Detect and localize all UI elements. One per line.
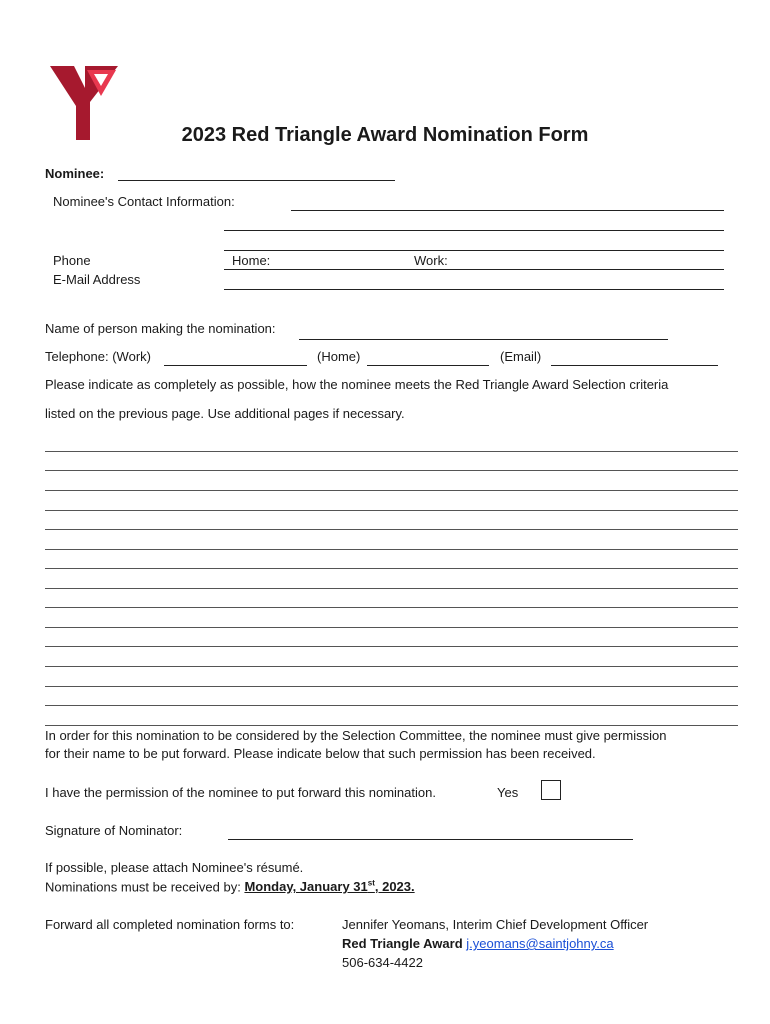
page-title: 2023 Red Triangle Award Nomination Form [181, 124, 589, 146]
criteria-instructions-2: listed on the previous page. Use additional pages if necessary. [45, 406, 405, 421]
contact-info-line-1[interactable] [291, 210, 724, 211]
nominee-label: Nominee: [45, 166, 105, 181]
email-label: E-Mail Address [53, 272, 141, 287]
work-phone-label: Work: [414, 253, 448, 268]
deadline-year: , 2023. [374, 879, 415, 895]
telephone-home-label: (Home) [317, 349, 361, 364]
phone-label: Phone [53, 253, 91, 268]
deadline-prefix: Nominations must be received by: [45, 879, 245, 895]
contact-email-link[interactable]: j.yeomans@saintjohny.ca [466, 936, 614, 951]
telephone-work-label: Telephone: (Work) [45, 349, 151, 364]
resume-note: If possible, please attach Nominee's résumé. [45, 860, 304, 875]
answer-line[interactable] [45, 588, 738, 589]
answer-line[interactable] [45, 549, 738, 550]
deadline-day: Monday, January 31 [244, 879, 368, 895]
nominator-email-field[interactable] [551, 365, 718, 366]
nominator-name-label: Name of person making the nomination: [45, 321, 276, 336]
answer-line[interactable] [45, 607, 738, 608]
contact-info-line-2[interactable] [224, 230, 724, 231]
contact-info-label: Nominee's Contact Information: [53, 194, 235, 209]
contact-org-line [342, 936, 614, 951]
answer-line[interactable] [45, 666, 738, 667]
contact-name: Jennifer Yeomans, Interim Chief Development Officer [342, 917, 649, 932]
answer-line[interactable] [45, 686, 738, 687]
email-field[interactable] [224, 289, 724, 290]
telephone-home-field[interactable] [367, 365, 489, 366]
signature-label: Signature of Nominator: [45, 823, 183, 838]
deadline-ordinal: st [367, 879, 375, 888]
permission-yes-label: Yes [497, 785, 519, 800]
answer-line[interactable] [45, 568, 738, 569]
permission-text-2: for their name to be put forward. Please indicate below that such permission has been received. [45, 746, 596, 761]
phone-field[interactable] [224, 269, 724, 270]
permission-yes-checkbox[interactable] [541, 780, 561, 800]
answer-line[interactable] [45, 490, 738, 491]
signature-field[interactable] [228, 839, 633, 840]
deadline-line [45, 879, 415, 894]
contact-info-line-3[interactable] [224, 250, 724, 251]
nominator-email-label: (Email) [500, 349, 542, 364]
answer-line[interactable] [45, 627, 738, 628]
answer-line[interactable] [45, 705, 738, 706]
answer-line[interactable] [45, 725, 738, 726]
answer-line[interactable] [45, 646, 738, 647]
nominator-name-field[interactable] [299, 339, 668, 340]
answer-line[interactable] [45, 451, 738, 452]
answer-line[interactable] [45, 510, 738, 511]
telephone-work-field[interactable] [164, 365, 307, 366]
nominee-name-field[interactable] [118, 180, 395, 181]
contact-org: Red Triangle Award [342, 936, 463, 951]
home-phone-label: Home: [232, 253, 271, 268]
criteria-instructions-1: Please indicate as completely as possible, how the nominee meets the Red Triangle Award Selection criteria [45, 377, 669, 392]
permission-statement: I have the permission of the nominee to put forward this nomination. [45, 785, 436, 800]
answer-line[interactable] [45, 470, 738, 471]
forward-label: Forward all completed nomination forms to: [45, 917, 295, 932]
deadline-date [244, 879, 414, 894]
answer-line[interactable] [45, 529, 738, 530]
contact-phone: 506-634-4422 [342, 955, 423, 970]
permission-text-1: In order for this nomination to be considered by the Selection Committee, the nominee must give permission [45, 728, 667, 743]
